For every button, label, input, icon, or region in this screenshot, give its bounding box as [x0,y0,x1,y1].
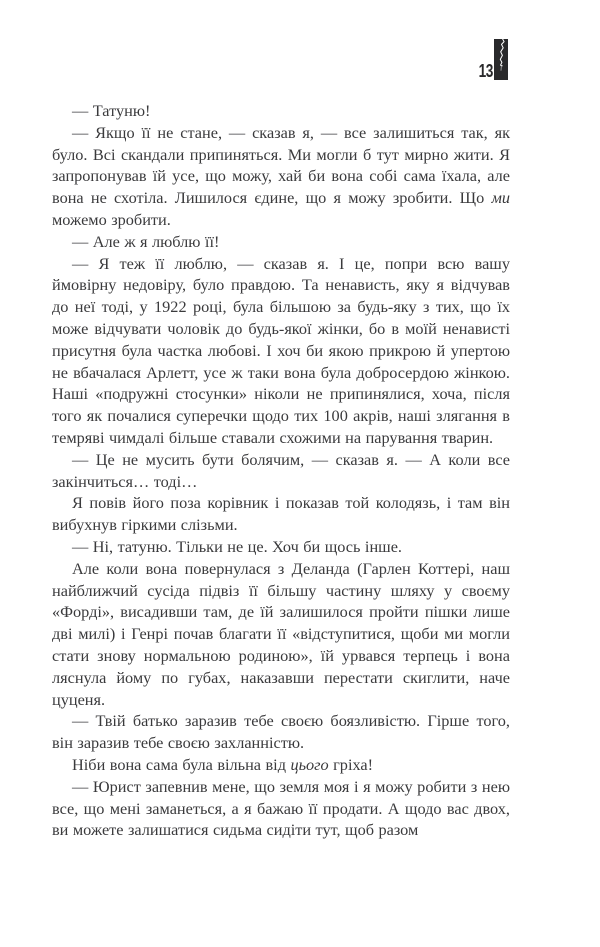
text-run: — Але ж я люблю її! [72,231,220,251]
paragraph [52,253,510,449]
paragraph [52,122,510,231]
paragraph [52,754,510,776]
text-run: Але коли вона повернулася з Деланда (Гарлен Коттері, наш найближчий сусіда підвіз її більшу частину шляху у своєму «Форді», висадивши там, де їй залишилося пройти пішки лише дві милі) і Генрі почав благати її «відступитися, щоби ми могли стати знову нормальною родиною», їй урвався терпець і вона ляснула йому по губах, наказавши перестати скиглити, наче цуценя. [52,558,510,709]
text-run: — Я теж її люблю, — сказав я. І це, попри всю вашу ймовірну недовіру, було правдою. Та ненависть, яку я відчував до неї тоді, у 1922 році, була більшою за будь-яку з тих, що їх може відчувати чоловік до будь-якої жінки, бо в моїй ненависті присутня була частка любові. І хоч би якою прикрою й упертою не вбачалася Арлетт, усе ж таки вона була добросердою жінкою. Наші «подружні стосунки» ніколи не припинялися, хоча, після того як почалися суперечки щодо тих 100 акрів, наші злягання в темряві чимдалі більше ставали схожими на парування тварин. [52,253,510,447]
paragraph [52,558,510,711]
text-run: Я повів його поза корівник і показав той колодязь, і там він вибухнув гіркими слізьми. [52,493,510,535]
text-run: можемо зробити. [52,209,171,229]
ornament-block [494,39,508,80]
italic-text-run: цього [290,754,329,774]
text-run: — Твій батько заразив тебе своєю боязливістю. Гірше того, він заразив тебе своєю захланністю. [52,711,510,753]
text-run: — Юрист запевнив мене, що земля моя і я можу робити з нею все, що мені заманеться, а я бажаю її продати. А щодо вас двох, ви можете залишатися сидьма сидіти тут, щоб разом [52,776,510,840]
text-run: — Татуню! [72,101,151,120]
paragraph [52,231,510,253]
text-run: гріха! [328,754,374,774]
text-run: Ніби вона сама була вільна від [72,754,291,774]
body-text [52,100,510,841]
crack-ornament-icon [494,39,508,80]
paragraph [52,536,510,558]
page-number: 13 [478,61,493,81]
text-run: — Ні, татуню. Тільки не це. Хоч би щось інше. [72,536,403,556]
paragraph [52,100,510,122]
italic-text-run: ми [491,188,510,208]
text-run: — Якщо її не стане, — сказав я, — все залишиться так, як було. Всі скандали припиняться. Ми могли б тут мирно жити. Я запропонував їй усе, що можу, хай би вона собі сама їхала, але вона не схотіла. Лишилося єдине, що я можу зробити. Що [52,122,510,208]
paragraph [52,710,510,754]
paragraph [52,492,510,536]
paragraph [52,449,510,493]
text-run: — Це не мусить бути болячим, — сказав я. — А коли все закінчиться… тоді… [52,449,510,491]
paragraph [52,776,510,841]
